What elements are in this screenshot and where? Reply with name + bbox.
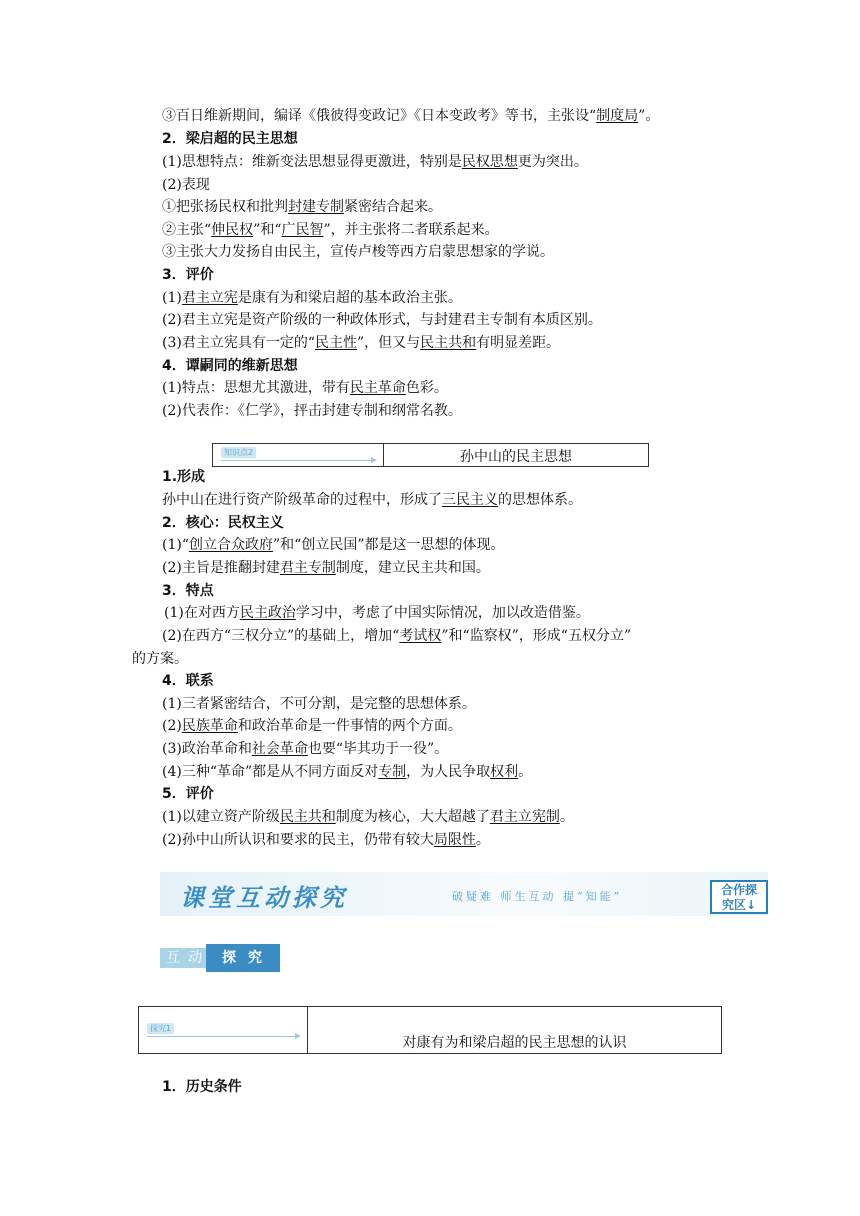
para-line: (2)主旨是推翻封建君主专制制度，建立民主共和国。	[162, 560, 490, 576]
heading: 1．历史条件	[162, 1079, 242, 1095]
label-char: 互	[166, 950, 180, 966]
para-line: (1)特点：思想尤其激进，带有民主革命色彩。	[162, 380, 448, 396]
para-line: ③主张大力发扬自由民主，宣传卢梭等西方启蒙思想家的学说。	[162, 244, 554, 260]
inquiry-point-box	[138, 1006, 722, 1054]
para-line: (2)君主立宪是资产阶级的一种政体形式，与封建君主专制有本质区别。	[162, 312, 602, 328]
para-line: (2)民族革命和政治革命是一件事情的两个方面。	[162, 718, 462, 734]
heading: 4．谭嗣同的维新思想	[162, 358, 298, 374]
para-line: (1)“创立合众政府”和“创立民国”都是这一思想的体现。	[162, 537, 505, 553]
badge-line: 究区↓	[721, 898, 757, 912]
heading: 4．联系	[162, 673, 214, 689]
label-char: 动	[188, 950, 202, 966]
para-line: (1)以建立资产阶级民主共和制度为核心，大大超越了君主立宪制。	[162, 809, 574, 825]
interactive-inquiry-label	[160, 944, 280, 972]
para-line: (1)在对西方民主政治学习中，考虑了中国实际情况，加以改造借鉴。	[164, 605, 590, 621]
para-line: (4)三种“革命”都是从不同方面反对专制，为人民争取权利。	[162, 764, 533, 780]
heading: 3．评价	[162, 267, 214, 283]
para-line: ③百日维新期间，编译《俄彼得变政记》《日本变政考》等书，主张设“制度局”。	[162, 108, 660, 124]
para-line: (1)君主立宪是康有为和梁启超的基本政治主张。	[162, 290, 462, 306]
arrow-line	[221, 460, 373, 461]
para-line: (2)孙中山所认识和要求的民主，仍带有较大局限性。	[162, 832, 490, 848]
cooperation-badge	[710, 880, 768, 914]
para-line: ①把张扬民权和批判封建专制紧密结合起来。	[162, 199, 442, 215]
box-title: 孙中山的民主思想	[460, 449, 572, 465]
para-line: (2)表现	[162, 177, 210, 193]
para-line: 的方案。	[132, 651, 188, 667]
badge-line: 合作探	[720, 883, 757, 897]
section-banner	[160, 872, 768, 916]
heading: 3．特点	[162, 583, 214, 599]
para-line: (2)在西方“三权分立”的基础上，增加“考试权”和“监察权”，形成“五权分立”	[162, 628, 632, 644]
down-arrow-icon: ↓	[745, 898, 757, 912]
heading: 2．梁启超的民主思想	[162, 131, 298, 147]
label-char: 探	[222, 950, 236, 966]
para-line: (1)三者紧密结合，不可分割，是完整的思想体系。	[162, 696, 476, 712]
para-line: (1)思想特点：维新变法思想显得更激进，特别是民权思想更为突出。	[162, 154, 588, 170]
heading: 1.形成	[162, 469, 206, 485]
knowledge-tag: 知识点2	[221, 447, 256, 458]
arrow-line	[147, 1036, 297, 1037]
para-line: (2)代表作：《仁学》，抨击封建专制和纲常名教。	[162, 403, 462, 419]
label-char: 究	[248, 950, 262, 966]
inquiry-tag: 探究1	[147, 1023, 174, 1034]
arrow-icon	[371, 457, 377, 463]
heading: 2．核心：民权主义	[162, 515, 284, 531]
knowledge-point-box	[212, 443, 649, 467]
para-line: 孙中山在进行资产阶级革命的过程中，形成了三民主义的思想体系。	[162, 492, 582, 508]
banner-title: 课堂互动探究	[180, 883, 348, 912]
heading: 5．评价	[162, 786, 214, 802]
para-line: (3)政治革命和社会革命也要“毕其功于一役”。	[162, 741, 449, 757]
arrow-icon	[295, 1033, 301, 1039]
para-line: (3)君主立宪具有一定的“民主性”，但又与民主共和有明显差距。	[162, 335, 561, 351]
banner-subtitle: 破疑难 师生互动 提“知能”	[452, 890, 623, 903]
para-line: ②主张“伸民权”和“广民智”，并主张将二者联系起来。	[162, 222, 499, 238]
box-title: 对康有为和梁启超的民主思想的认识	[402, 1035, 627, 1051]
